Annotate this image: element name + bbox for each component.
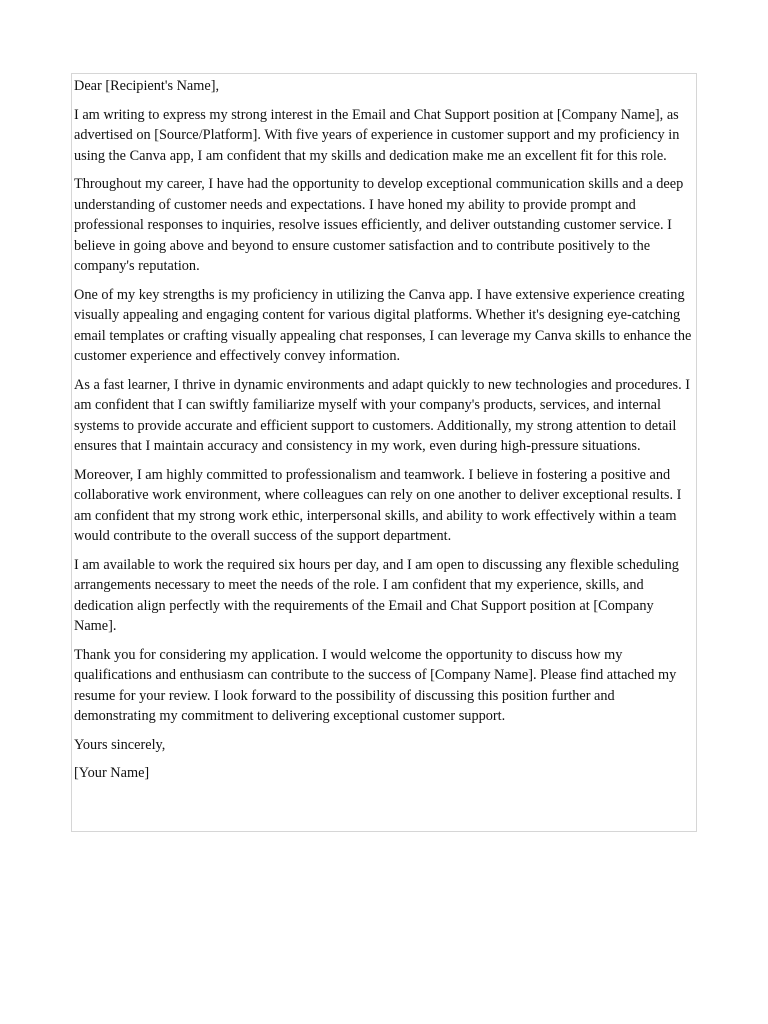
salutation: Dear [Recipient's Name], — [74, 78, 220, 94]
paragraph-learner: As a fast learner, I thrive in dynamic environments and adapt quickly to new technologies and procedures. I am confident that I can swiftly familiarize myself with your company's products, services, and internal systems to provide accurate and efficient support to customers. Additionally, my strong attention to detail ensures that I maintain accuracy and consistency in my work, even during high-pressure situations. — [74, 376, 690, 454]
closing: Yours sincerely, — [74, 736, 166, 753]
cover-letter — [71, 73, 697, 832]
paragraph-intro: I am writing to express my strong interest in the Email and Chat Support position at [Company Name], as advertised on [Source/Platform]. With five years of experience in customer support and my proficiency in using the Canva app, I am confident that my skills and dedication make me an excellent fit for this role. — [74, 106, 680, 164]
paragraph-canva: One of my key strengths is my proficiency in utilizing the Canva app. I have extensive experience creating visually appealing and engaging content for various digital platforms. Whether it's designing eye-catching email templates or crafting visually appealing chat responses, I can leverage my Canva skills to enhance the customer experience and effectively convey information. — [74, 286, 692, 364]
signature: [Your Name] — [74, 765, 150, 781]
paragraph-thanks: Thank you for considering my application. I would welcome the opportunity to discuss how my qualifications and enthusiasm can contribute to the success of [Company Name]. Please find attached my resume for your review. I look forward to the possibility of discussing this position further and demonstrating my commitment to delivering exceptional customer support. — [74, 646, 677, 724]
paragraph-teamwork: Moreover, I am highly committed to professionalism and teamwork. I believe in fostering a positive and collaborative work environment, where colleagues can rely on one another to deliver exceptional results. I am confident that my strong work ethic, interpersonal skills, and ability to work effectively within a team would contribute to the overall success of the support department. — [74, 466, 682, 544]
paragraph-availability: I am available to work the required six hours per day, and I am open to discussing any flexible scheduling arrangements necessary to meet the needs of the role. I am confident that my experience, skills, and dedication align perfectly with the requirements of the Email and Chat Support position at [Company Name]. — [74, 556, 679, 634]
paragraph-communication: Throughout my career, I have had the opportunity to develop exceptional communication skills and a deep understanding of customer needs and expectations. I have honed my ability to provide prompt and professional responses to inquiries, resolve issues efficiently, and deliver outstanding customer service. I believe in going above and beyond to ensure customer satisfaction and to contribute positively to the company's reputation. — [74, 176, 684, 274]
